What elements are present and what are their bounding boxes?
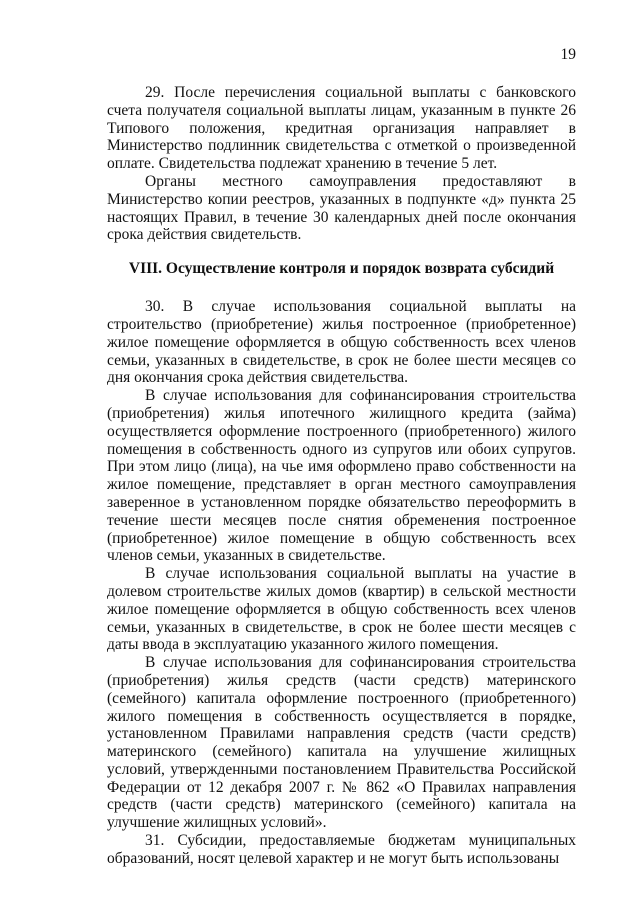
paragraph-30: 30. В случае использования социальной выплаты на строительство (приобретение) жилья построенное (приобретенное) жилое помещение оформляется в общую собственность всех членов семьи, указанных в свидетельстве, в срок не более шести месяцев со дня окончания срока действия свидетельства. bbox=[107, 298, 576, 387]
paragraph-29: 29. После перечисления социальной выплаты с банковского счета получателя социальной выплаты лицам, указанным в пункте 26 Типового положения, кредитная организация направляет в Министерство подлинник свидетельства с отметкой о произведенной оплате. Свидетельства подлежат хранению в течение 5 лет. bbox=[107, 84, 576, 173]
document-body bbox=[107, 84, 576, 868]
paragraph-maternity-capital: В случае использования для софинансирования строительства (приобретения) жилья средств (части средств) материнского (семейного) капитала оформление построенного (приобретенного) жилого помещения в собственность осуществляется в порядке, установленном Правилами направления средств (части средств) материнского (семейного) капитала на улучшение жилищных условий, утвержденными постановлением Правительства Российской Федерации от 12 декабря 2007 г. № 862 «О Правилах направления средств (части средств) материнского (семейного) капитала на улучшение жилищных условий». bbox=[107, 654, 576, 832]
page-number: 19 bbox=[560, 46, 576, 63]
paragraph-shared-construction: В случае использования социальной выплаты на участие в долевом строительстве жилых домов (квартир) в сельской местности жилое помещение оформляется в общую собственность всех членов семьи, указанных в свидетельстве, в срок не более шести месяцев с даты ввода в эксплуатацию указанного жилого помещения. bbox=[107, 565, 576, 654]
paragraph-registries: Органы местного самоуправления предоставляют в Министерство копии реестров, указанных в подпункте «д» пункта 25 настоящих Правил, в течение 30 календарных дней после окончания срока действия свидетельств. bbox=[107, 172, 576, 244]
paragraph-mortgage: В случае использования для софинансирования строительства (приобретения) жилья ипотечного жилищного кредита (займа) осуществляется оформление построенного (приобретенного) жилого помещения в собственность одного из супругов или обоих супругов. При этом лицо (лица), на чье имя оформлено право собственности на жилое помещение, представляет в орган местного самоуправления заверенное в установленном порядке обязательство переоформить в течение шести месяцев после снятия обременения построенное (приобретенное) жилое помещение в общую собственность всех членов семьи, указанных в свидетельстве. bbox=[107, 387, 576, 565]
section-heading: VIII. Осуществление контроля и порядок возврата субсидий bbox=[128, 260, 555, 278]
paragraph-31: 31. Субсидии, предоставляемые бюджетам муниципальных образований, носят целевой характер и не могут быть использованы bbox=[107, 832, 576, 867]
